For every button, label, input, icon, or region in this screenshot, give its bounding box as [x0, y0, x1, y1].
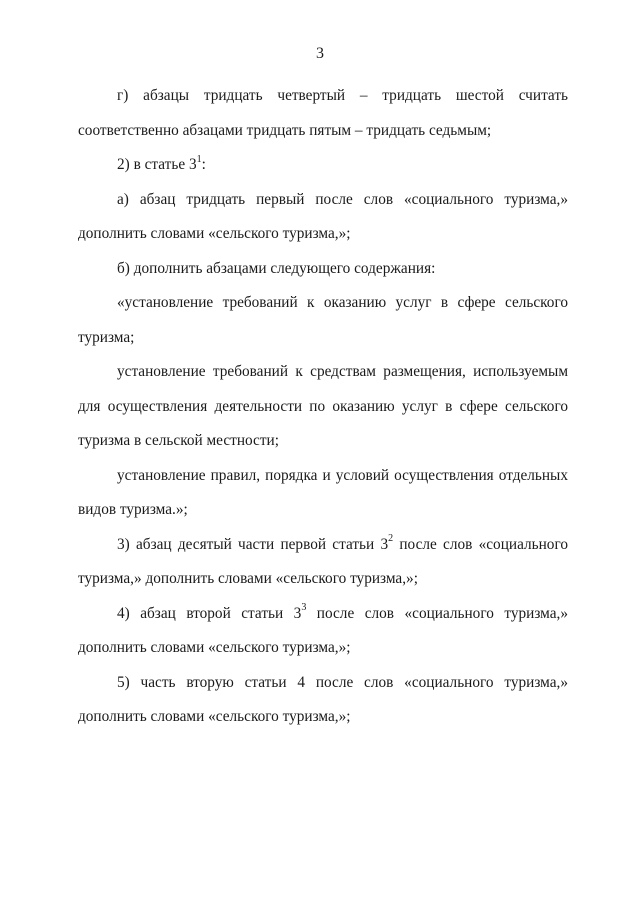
paragraph-4	[78, 597, 568, 666]
superscript-3: 3	[301, 602, 307, 614]
paragraph-g: г) абзацы тридцать четвертый – тридцать шестой считать соответственно абзацами тридцать пятым – тридцать седьмым;	[78, 87, 568, 139]
paragraph-3-text-end: после слов «социального туризма,» дополнить словами «сельского туризма,»;	[78, 535, 568, 587]
paragraph-quote-3: установление правил, порядка и условий осуществления отдельных видов туризма.»;	[78, 466, 568, 518]
paragraph-5: 5) часть вторую статьи 4 после слов «социального туризма,» дополнить словами «сельского туризма,»;	[78, 673, 568, 725]
paragraph-2-text: 2) в статье 3	[117, 156, 197, 173]
paragraph-quote-1: «установление требований к оказанию услуг в сфере сельского туризма;	[78, 294, 568, 346]
superscript-2: 2	[388, 533, 394, 545]
paragraph-b: б) дополнить абзацами следующего содержания:	[117, 259, 436, 277]
document-body	[78, 79, 568, 735]
paragraph-2	[78, 148, 568, 183]
page-number: 3	[316, 45, 324, 62]
paragraph-quote-2: установление требований к средствам размещения, используемым для осуществления деятельности по оказанию услуг в сфере сельского туризма в сельской местности;	[78, 363, 568, 449]
paragraph-2-colon: :	[201, 156, 206, 173]
paragraph-3-text-start: 3) абзац десятый части первой статьи 3	[117, 535, 389, 553]
paragraph-4-text-start: 4) абзац второй статьи 3	[117, 604, 302, 622]
paragraph-3	[78, 528, 568, 597]
paragraph-4-text-end: после слов «социального туризма,» дополнить словами «сельского туризма,»;	[78, 604, 568, 656]
paragraph-a: а) абзац тридцать первый после слов «социального туризма,» дополнить словами «сельского туризма,»;	[78, 190, 568, 242]
superscript-1: 1	[196, 153, 202, 165]
